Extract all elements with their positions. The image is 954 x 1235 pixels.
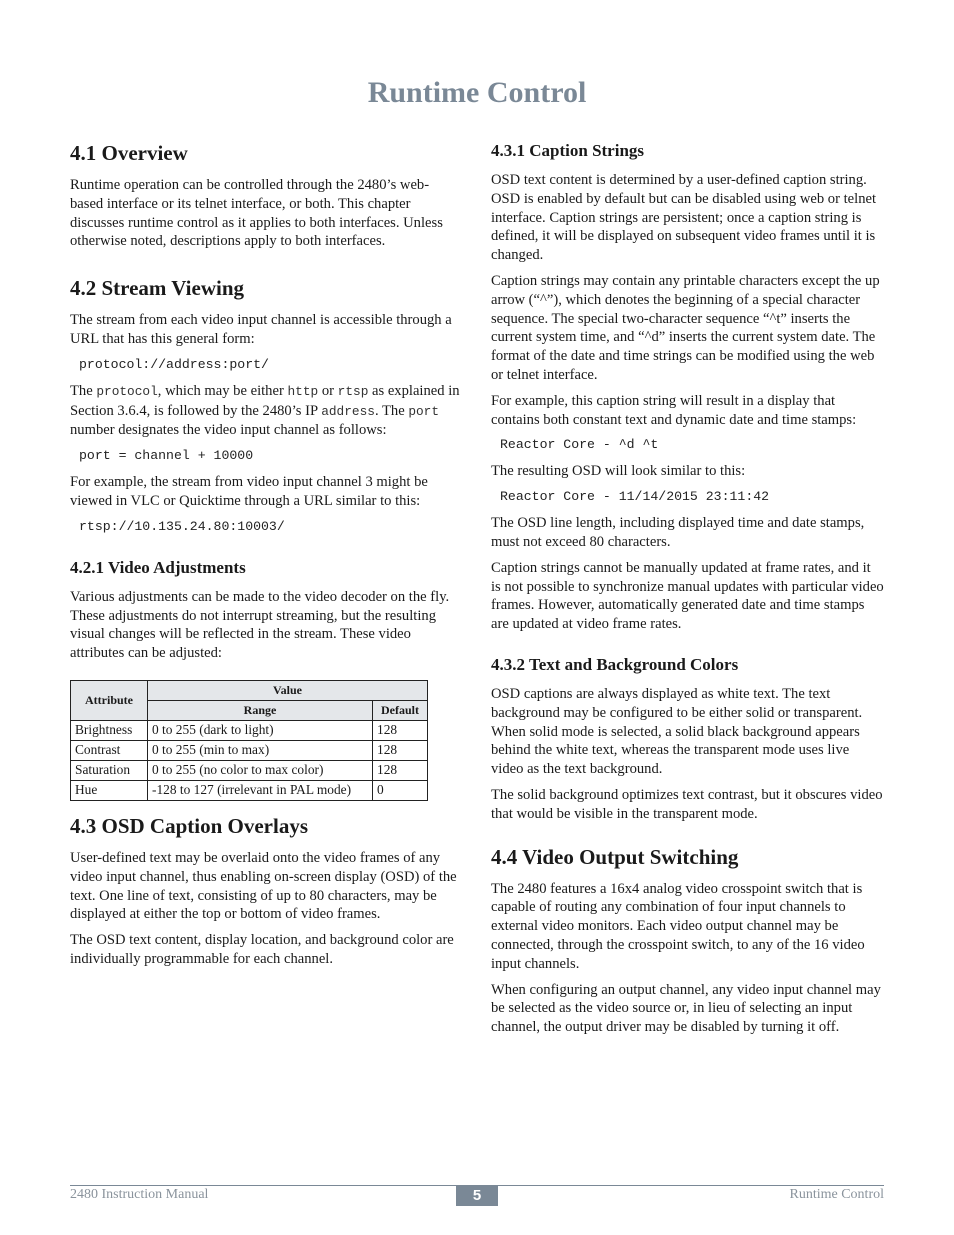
table-cell-default: 128 — [373, 720, 428, 740]
stream-viewing-paragraph-3: For example, the stream from video input channel 3 might be viewed in VLC or Quicktime through a URL similar to this: — [70, 474, 428, 509]
section-heading-osd-caption-overlays: 4.3 OSD Caption Overlays — [70, 813, 309, 838]
table-header-value: Value — [148, 680, 428, 700]
right-column — [491, 140, 884, 1044]
table-cell-range: -128 to 127 (irrelevant in PAL mode) — [148, 780, 373, 800]
table-header-range: Range — [148, 700, 373, 720]
table-cell-range: 0 to 255 (dark to light) — [148, 720, 373, 740]
table-cell-attribute: Hue — [71, 780, 148, 800]
caption-strings-paragraph-5: The OSD line length, including displayed time and date stamps, must not exceed 80 characters. — [491, 515, 865, 550]
left-column — [70, 140, 462, 976]
colors-paragraph-1: OSD captions are always displayed as white text. The text background may be configured to be either solid or transparent. When solid mode is selected, a solid black background appears behind the white text, whereas the transparent mode uses live video as the text background. — [491, 685, 863, 778]
colors-paragraph-2: The solid background optimizes text contrast, but it obscures video that would be visible in the transparent mode. — [491, 786, 883, 822]
stream-viewing-paragraph-2: The protocol, which may be either http or rtsp as explained in Section 3.6.4, is followed by the 2480’s IP address. The port number designates the video input channel as follows: — [70, 382, 460, 439]
table-row — [71, 780, 428, 800]
subsection-heading-video-adjustments: 4.2.1 Video Adjustments — [70, 557, 246, 577]
caption-strings-paragraph-3: For example, this caption string will result in a display that contains both constant text and dynamic date and time stamps: — [491, 392, 857, 428]
table-header-default: Default — [373, 700, 428, 720]
table-cell-range: 0 to 255 (no color to max color) — [148, 760, 373, 780]
osd-overlays-paragraph-1: User-defined text may be overlaid onto the video frames of any video input channel, thus enabling on-screen display (OSD) of the text. One line of text, consisting of up to 80 characters, may be displayed at either the top or bottom of video frames. — [70, 849, 457, 923]
overview-paragraph: Runtime operation can be controlled through the 2480’s web-based interface or its telnet interface, or both. This chapter discusses runtime control as it applies to both interfaces. Unless otherwise noted, descriptions apply to both interfaces. — [70, 177, 443, 250]
section-heading-video-output-switching: 4.4 Video Output Switching — [491, 844, 739, 869]
table-cell-default: 128 — [373, 740, 428, 760]
table-row — [71, 760, 428, 780]
caption-result-code: Reactor Core - 11/14/2015 23:11:42 — [500, 489, 770, 505]
footer-manual-title: 2480 Instruction Manual — [70, 1187, 209, 1202]
section-heading-stream-viewing: 4.2 Stream Viewing — [70, 276, 245, 301]
subsection-heading-caption-strings: 4.3.1 Caption Strings — [491, 141, 645, 160]
page-number: 5 — [456, 1185, 498, 1206]
footer-chapter-title: Runtime Control — [789, 1187, 884, 1202]
table-row — [71, 740, 428, 760]
port-formula-code: port = channel + 10000 — [79, 448, 254, 464]
table-row — [71, 720, 428, 740]
stream-viewing-paragraph-1: The stream from each video input channel is accessible through a URL that has this general form: — [70, 312, 452, 347]
caption-strings-paragraph-4: The resulting OSD will look similar to this: — [491, 463, 746, 480]
output-switching-paragraph-2: When configuring an output channel, any video input channel may be selected as the video source or, in lieu of selecting an input channel, the output driver may be disabled by turning it off. — [491, 981, 881, 1036]
caption-strings-paragraph-2: Caption strings may contain any printable characters except the up arrow (“^”), which denotes the beginning of a special character sequence. The special two-character sequence “^t” inserts the current system time, and “^d” inserts the current system date. The format of the date and time strings can be modified using the web or telnet interface. — [491, 272, 880, 383]
url-format-code: protocol://address:port/ — [79, 356, 269, 372]
caption-strings-paragraph-6: Caption strings cannot be manually updated at frame rates, and it is not possible to synchronize manual updates with particular video frames. However, automatically generated date and time stamps are updated at video frame rates. — [491, 559, 884, 633]
osd-overlays-paragraph-2: The OSD text content, display location, and background color are individually programmable for each channel. — [70, 932, 454, 967]
caption-example-code: Reactor Core - ^d ^t — [500, 437, 659, 453]
subsection-heading-text-background-colors: 4.3.2 Text and Background Colors — [491, 654, 739, 674]
table-cell-default: 0 — [373, 780, 428, 800]
example-url-code: rtsp://10.135.24.80:10003/ — [79, 518, 285, 534]
video-adjustments-paragraph: Various adjustments can be made to the video decoder on the fly. These adjustments do not interrupt streaming, but the resulting visual changes will be reflected in the stream. These video attributes can be adjusted: — [70, 588, 450, 662]
table-cell-attribute: Saturation — [71, 760, 148, 780]
table-cell-range: 0 to 255 (min to max) — [148, 740, 373, 760]
table-header-attribute: Attribute — [71, 680, 148, 720]
table-cell-attribute: Contrast — [71, 740, 148, 760]
video-attributes-table — [70, 680, 428, 801]
output-switching-paragraph-1: The 2480 features a 16x4 analog video crosspoint switch that is capable of routing any combination of four input channels to external video monitors. Each video output channel may be connected, through the crosspoint switch, to any of the 16 video input channels. — [491, 880, 865, 972]
table-cell-attribute: Brightness — [71, 720, 148, 740]
caption-strings-paragraph-1: OSD text content is determined by a user-defined caption string. OSD is enabled by default but can be disabled using web or telnet interface. Caption strings are persistent; once a caption string is defined, it will be displayed on subsequent video frames until it is changed. — [491, 172, 877, 264]
table-cell-default: 128 — [373, 760, 428, 780]
section-heading-overview: 4.1 Overview — [70, 141, 188, 165]
page-title: Runtime Control — [367, 76, 587, 109]
